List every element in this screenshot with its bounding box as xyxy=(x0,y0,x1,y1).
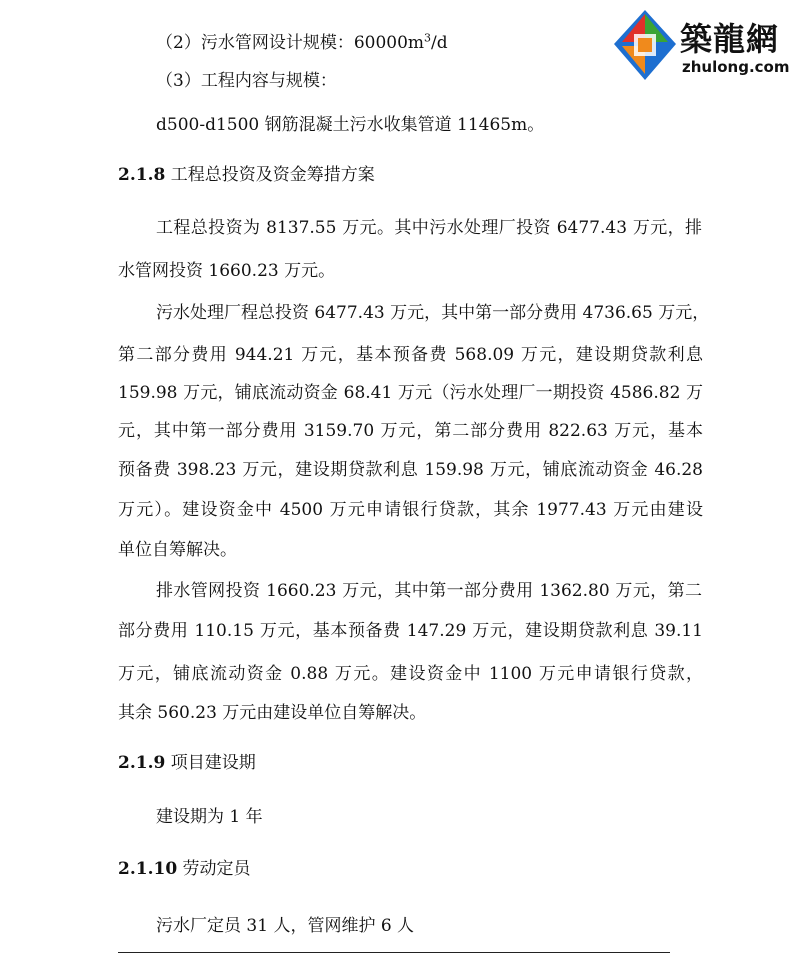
section-number: 2.1.9 xyxy=(118,753,166,773)
cubic-superscript: 3 xyxy=(424,31,432,45)
zhulong-diamond-icon xyxy=(612,8,678,88)
pipeline-line: d500-d1500 钢筋混凝土污水收集管道 11465m。 xyxy=(156,115,545,135)
section-heading-2-1-8 xyxy=(118,163,375,187)
paragraph-line: 污水处理厂程总投资 6477.43 万元，其中第一部分费用 4736.65 万元， xyxy=(156,303,710,323)
section-title: 项目建设期 xyxy=(165,753,256,773)
section-heading-2-1-9 xyxy=(118,751,256,775)
paragraph-line: 部分费用 110.15 万元，基本预备费 147.29 万元，建设期贷款利息 39.11 xyxy=(118,621,703,641)
paragraph-line: 工程总投资为 8137.55 万元。其中污水处理厂投资 6477.43 万元，排 xyxy=(156,218,702,238)
section-heading-2-1-10 xyxy=(118,857,251,881)
paragraph-line: 单位自筹解决。 xyxy=(118,540,237,560)
paragraph-line: 预备费 398.23 万元，建设期贷款利息 159.98 万元，铺底流动资金 46.28 xyxy=(118,460,703,480)
footer-divider xyxy=(118,952,670,953)
logo-chinese-name: 築龍網 xyxy=(680,20,780,58)
paragraph-line: 污水厂定员 31 人，管网维护 6 人 xyxy=(156,916,415,936)
paragraph-line: 159.98 万元，铺底流动资金 68.41 万元（污水处理厂一期投资 4586.82 万 xyxy=(118,383,703,403)
paragraph-line: 万元，铺底流动资金 0.88 万元。建设资金中 1100 万元申请银行贷款， xyxy=(118,664,703,684)
paragraph-line: 第二部分费用 944.21 万元，基本预备费 568.09 万元，建设期贷款利息 xyxy=(118,345,703,365)
paragraph-line: 水管网投资 1660.23 万元。 xyxy=(118,261,336,281)
zhulong-logo xyxy=(612,8,792,88)
paragraph-line: 其余 560.23 万元由建设单位自筹解决。 xyxy=(118,703,427,723)
section-title: 劳动定员 xyxy=(177,859,251,879)
design-scale-line xyxy=(156,31,448,55)
paragraph-line: 建设期为 1 年 xyxy=(156,807,263,827)
content-scale-line: （3）工程内容与规模： xyxy=(156,71,337,91)
section-number: 2.1.8 xyxy=(118,165,166,185)
paragraph-line: 排水管网投资 1660.23 万元，其中第一部分费用 1362.80 万元，第二 xyxy=(156,581,702,601)
logo-domain: zhulong.com xyxy=(682,58,790,76)
design-scale-unit: /d xyxy=(431,33,448,53)
paragraph-line: 元，其中第一部分费用 3159.70 万元，第二部分费用 822.63 万元，基本 xyxy=(118,421,703,441)
section-title: 工程总投资及资金筹措方案 xyxy=(165,165,375,185)
section-number: 2.1.10 xyxy=(118,859,178,879)
design-scale-text: （2）污水管网设计规模：60000m xyxy=(156,33,425,53)
paragraph-line: 万元）。建设资金中 4500 万元申请银行贷款，其余 1977.43 万元由建设 xyxy=(118,500,703,520)
